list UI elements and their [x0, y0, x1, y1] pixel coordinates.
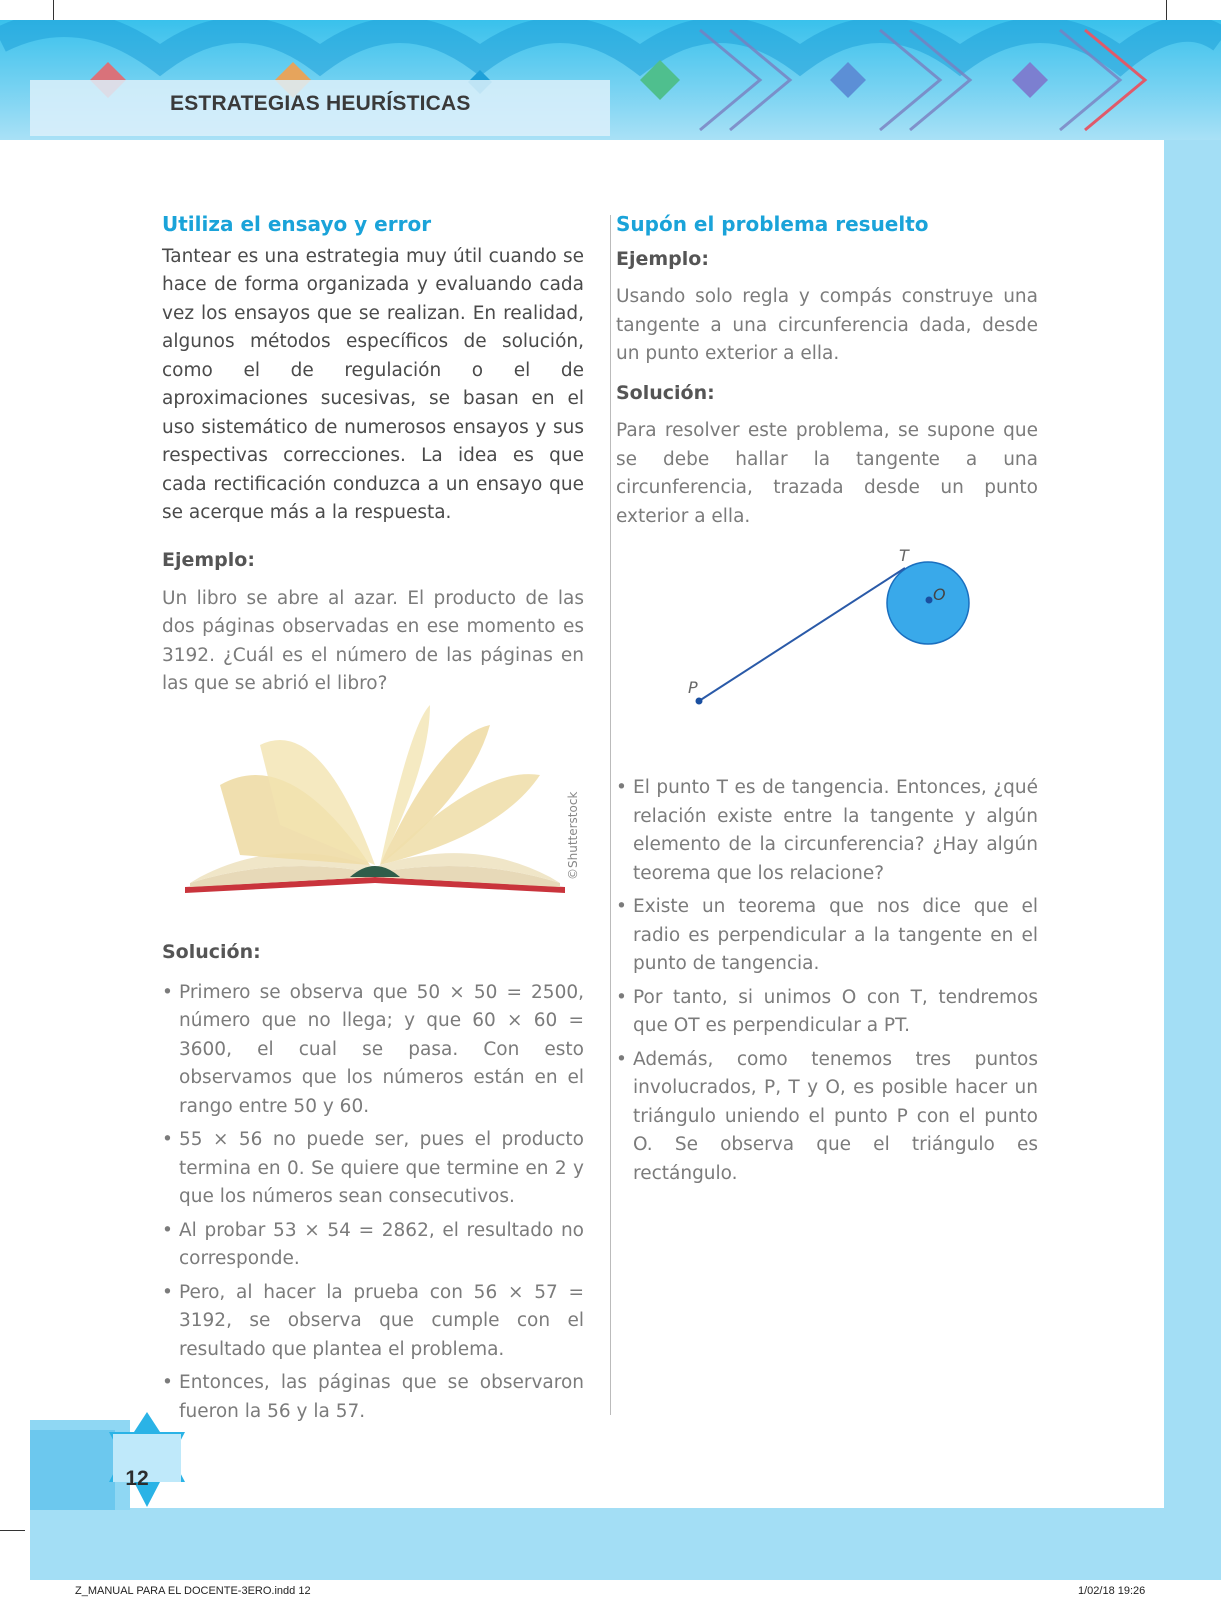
point-p	[696, 698, 703, 705]
column-divider	[610, 215, 611, 1415]
list-item: • Además, como tenemos tres puntos involucrados, P, T y O, es posible hacer un triángulo uniendo el punto P con el punto O. Se observa que el triángulo es rectángulo.	[616, 1048, 1038, 1184]
point-o	[926, 597, 933, 604]
tangent-diagram	[680, 545, 1000, 725]
list-item: • Entonces, las páginas que se observaron fueron la 56 y la 57.	[162, 1372, 584, 1422]
list-item: • Por tanto, si unimos O con T, tendremos que OT es perpendicular a PT.	[616, 986, 1038, 1036]
solution-list	[162, 979, 584, 1427]
list-item: • Existe un teorema que nos dice que el radio es perpendicular a la tangente en el punto de tangencia.	[616, 896, 1038, 974]
open-book-illustration	[180, 705, 570, 895]
reasoning-list	[616, 774, 1038, 1188]
list-item: • Al probar 53 × 54 = 2862, el resultado no corresponde.	[162, 1219, 584, 1269]
footer-date-info: 1/02/18 19:26	[1078, 1585, 1146, 1597]
bottom-border-stripe	[30, 1508, 1221, 1580]
label-t: T	[899, 546, 909, 565]
left-solution	[162, 938, 584, 1431]
left-example	[162, 546, 584, 699]
example-text: Usando solo regla y compás construye una tangente a una circunferencia dada, desde un punto exterior a ella.	[616, 286, 1038, 364]
solution-text: Para resolver este problema, se supone que se debe hallar la tangente a una circunferencia, trazada desde un punto exterior a ella.	[616, 420, 1038, 527]
solution-label: Solución:	[162, 941, 261, 963]
solution-label: Solución:	[616, 381, 715, 404]
example-text: Un libro se abre al azar. El producto de las dos páginas observadas en ese momento es 3192. ¿Cuál es el número de las páginas en las que se abrió el libro?	[162, 587, 584, 694]
label-p: P	[688, 678, 698, 697]
list-item: • Pero, al hacer la prueba con 56 × 57 = 3192, se observa que cumple con el resultado que plantea el problema.	[162, 1281, 584, 1360]
list-item: • Primero se observa que 50 × 50 = 2500, número que no llega; y que 60 × 60 = 3600, el cual se pasa. Con esto observamos que los números están en el rango entre 50 y 60.	[162, 981, 584, 1117]
right-reasoning	[616, 774, 1038, 1193]
example-label: Ejemplo:	[162, 549, 255, 571]
page-title: ESTRATEGIAS HEURÍSTICAS	[170, 92, 471, 115]
footer-file-info: Z_MANUAL PARA EL DOCENTE-3ERO.indd 12	[75, 1585, 311, 1597]
page-number-badge	[100, 1412, 195, 1512]
left-column	[162, 210, 584, 528]
section-heading: Utiliza el ensayo y error	[162, 212, 432, 236]
section-heading: Supón el problema resuelto	[616, 212, 929, 236]
right-column	[616, 210, 1038, 531]
right-border-stripe	[1164, 140, 1221, 1580]
page-number: 12	[125, 1467, 149, 1490]
intro-paragraph: Tantear es una estrategia muy útil cuando se hace de forma organizada y evaluando cada vez los ensayos que se realizan. En realidad, algunos métodos específicos de solución, como el de regulación o el de aproximaciones sucesivas, se basan en el uso sistemático de numerosos ensayos y sus respectivas correcciones. La idea es que cada rectificación conduzca a un ensayo que se acerque más a la respuesta.	[162, 245, 584, 523]
example-label: Ejemplo:	[616, 247, 709, 270]
crop-mark	[0, 1530, 25, 1531]
image-credit: ©Shutterstock	[566, 791, 580, 880]
tangent-line	[699, 568, 905, 701]
list-item: • El punto T es de tangencia. Entonces, ¿qué relación existe entre la tangente y algún elemento de la circunferencia? ¿Hay algún teorema que los relacione?	[616, 777, 1038, 884]
list-item: • 55 × 56 no puede ser, pues el producto termina en 0. Se quiere que termine en 2 y que los números sean consecutivos.	[162, 1129, 584, 1207]
label-o: O	[933, 585, 946, 604]
